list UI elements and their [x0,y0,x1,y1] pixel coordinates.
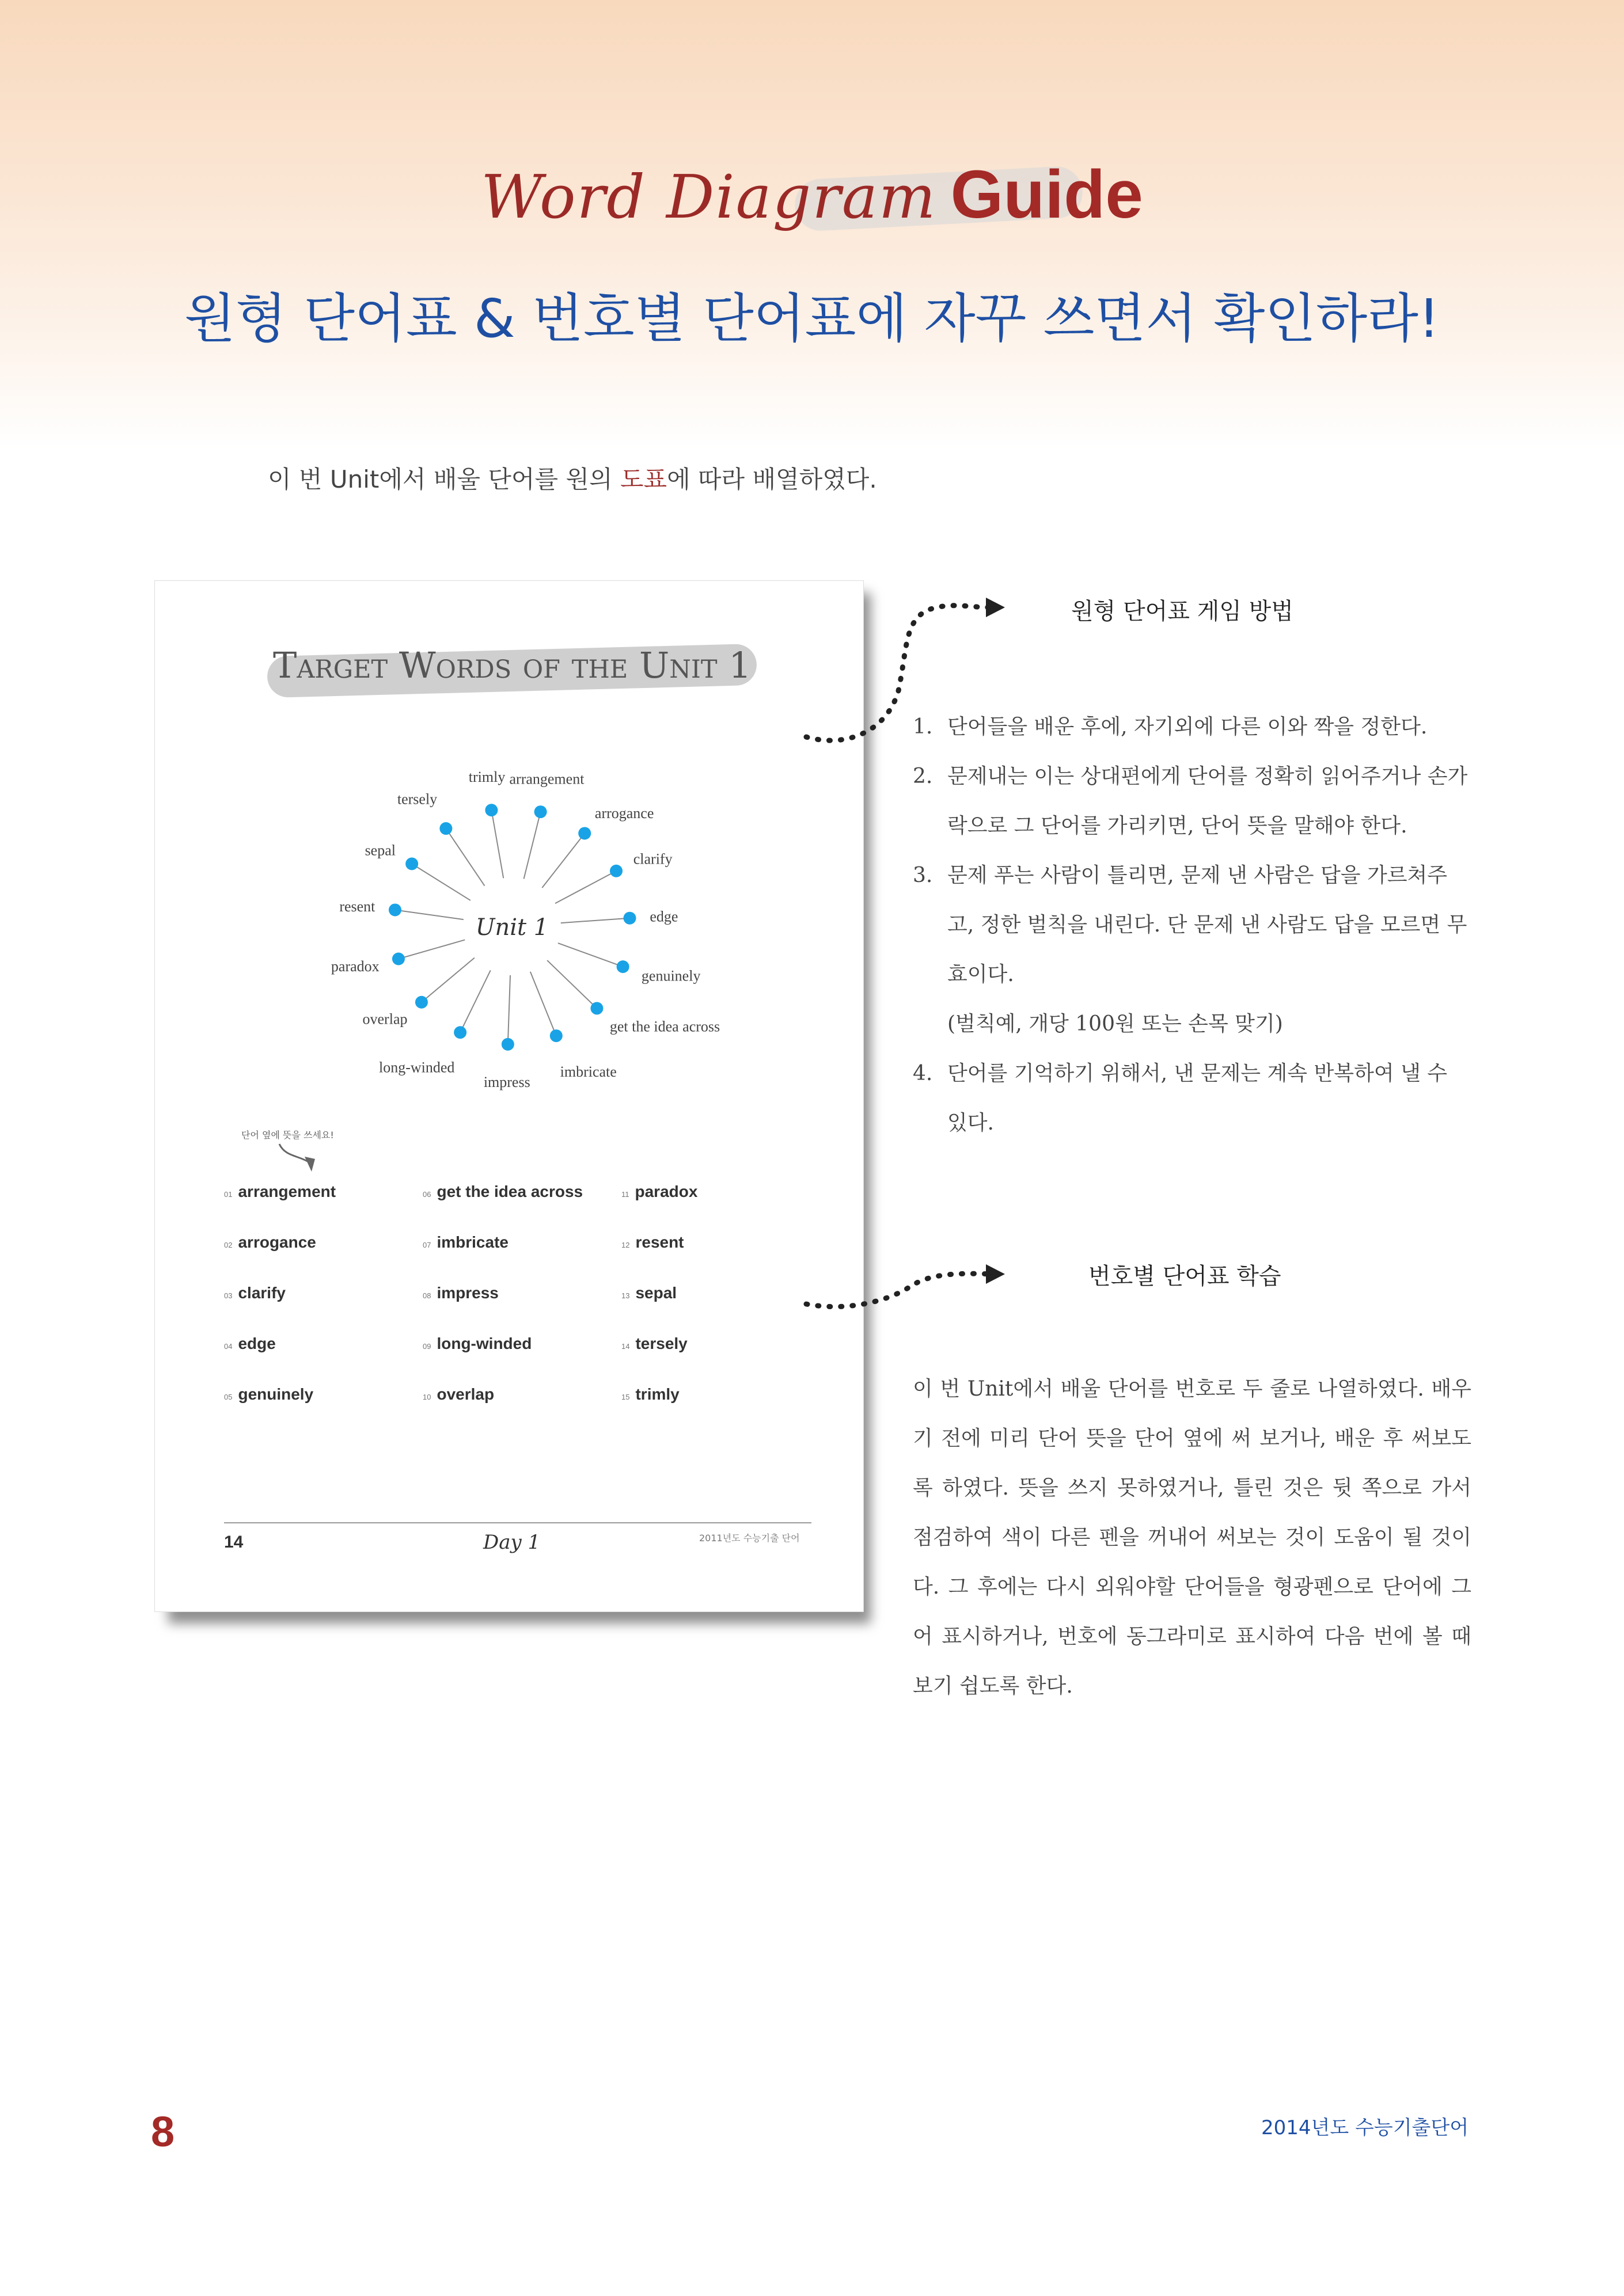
diagram-word-label: edge [650,908,678,925]
word-list-word: tersely [635,1335,688,1352]
word-list-number: 13 [621,1291,630,1300]
title-script: Word Diagram [481,162,937,232]
rule-number: 4. [913,1062,933,1085]
word-list-word: genuinely [238,1385,314,1403]
sample-book-title: 2011년도 수능기출 단어 [699,1533,800,1544]
word-list-word: arrangement [238,1183,336,1200]
arrow-to-section1-icon [986,598,1005,617]
diagram-center-label: Unit 1 [475,914,549,941]
word-list-word: clarify [238,1284,286,1302]
word-list-word: edge [238,1335,276,1352]
intro-before: 이 번 Unit에서 배울 단어를 원의 [268,465,620,493]
diagram-word-label: paradox [331,957,380,975]
diagram-word-label: arrogance [594,804,654,822]
rule-number: 1. [913,715,933,739]
word-list-number: 02 [224,1241,233,1249]
rule-text: 문제내는 이는 상대편에게 단어를 정확히 읽어주거나 손가락으로 그 단어를 가리키면, 단어 뜻을 말해야 한다. [947,765,1468,838]
diagram-word-label: impress [483,1073,530,1090]
rule-item [913,851,1471,999]
diagram-word-label: long-winded [378,1059,455,1076]
word-list-number: 14 [621,1342,630,1351]
diagram-word-label: arrangement [509,770,585,788]
write-meaning-hint: 단어 옆에 뜻을 쓰세요! [241,1130,334,1141]
diagram-word-label: trimly [468,768,506,785]
word-list-word: paradox [635,1183,698,1200]
rule-text: (벌칙예, 개당 100원 또는 손목 맞기) [947,1012,1283,1036]
book-title: 2014년도 수능기출단어 [1261,2116,1469,2139]
game-rules-list [913,702,1471,1148]
rule-text: 문제 푸는 사람이 틀리면, 문제 낸 사람은 답을 가르쳐주고, 정한 벌칙을 내린다. 단 문제 낸 사람도 답을 모르면 무효이다. [947,864,1467,986]
word-list-number: 06 [423,1190,431,1199]
word-list-number: 11 [621,1190,629,1199]
rule-text: 단어를 기억하기 위해서, 낸 문제는 계속 반복하여 낼 수 있다. [947,1062,1448,1135]
rule-item [913,702,1471,752]
rule-number: 3. [913,864,933,887]
rule-text: 단어들을 배운 후에, 자기외에 다른 이와 짝을 정한다. [947,715,1428,739]
title-bold: Guide [950,157,1143,233]
word-list-number: 04 [224,1342,233,1351]
word-list-number: 08 [423,1291,431,1300]
sample-day-label: Day 1 [483,1531,541,1554]
intro-accent: 도표 [620,465,667,493]
rule-item [913,752,1471,851]
word-list-word: imbricate [437,1233,509,1251]
page-number: 8 [151,2108,175,2156]
diagram-word-label: get the idea across [609,1018,720,1035]
word-list-number: 03 [224,1291,233,1300]
diagram-word-label: imbricate [560,1063,617,1080]
word-list-word: resent [635,1233,684,1251]
diagram-word-label: genuinely [641,967,701,984]
word-list-number: 15 [621,1393,630,1401]
rule-item [913,999,1471,1049]
page-subtitle: 원형 단어표 & 번호별 단어표에 자꾸 쓰면서 확인하라! [184,288,1440,349]
rule-number: 2. [913,765,933,788]
diagram-word-label: clarify [633,850,673,868]
arrow-to-section2-path [806,1274,991,1306]
intro-after: 에 따라 배열하였다. [667,465,877,493]
word-list-word: sepal [635,1284,677,1302]
word-list-number: 09 [423,1342,431,1351]
section1-heading: 원형 단어표 게임 방법 [1071,598,1293,625]
word-list-word: overlap [437,1385,495,1403]
diagram-word-label: tersely [397,790,438,808]
word-list-word: get the idea across [437,1183,583,1200]
diagram-word-label: sepal [365,842,396,859]
word-list-number: 01 [224,1190,233,1199]
word-list-number: 05 [224,1393,233,1401]
word-list-number: 10 [423,1393,431,1401]
section2-paragraph: 이 번 Unit에서 배울 단어를 번호로 두 줄로 나열하였다. 배우기 전에 미리 단어 뜻을 단어 옆에 써 보거나, 배운 후 써보도록 하였다. 뜻을 쓰지 못하였거나, 틀린 것은 뒷 쪽으로 가서 점검하여 색이 다른 펜을 꺼내어 써보는 것이 도움이 될 것이다. 그 후에는 다시 외워야할 단어들을 형광펜으로 단어에 그어 표시하거나, 번호에 동그라미로 표시하여 다음 번에 볼 때 보기 쉽도록 한다. [913,1377,1471,1698]
arrow-to-section2-icon [986,1264,1005,1284]
sample-page-number: 14 [224,1533,244,1552]
section2-heading: 번호별 단어표 학습 [1088,1263,1281,1290]
word-list-word: long-winded [437,1335,532,1352]
word-list-word: arrogance [238,1233,316,1251]
word-list-word: impress [437,1284,499,1302]
word-list-word: trimly [635,1385,680,1403]
rule-item [913,1049,1471,1148]
diagram-word-label: resent [339,898,375,915]
diagram-word-label: overlap [362,1010,408,1028]
sample-page-title: Target Words of the Unit 1 [273,644,752,686]
word-list-number: 12 [621,1241,630,1249]
word-list-number: 07 [423,1241,431,1249]
